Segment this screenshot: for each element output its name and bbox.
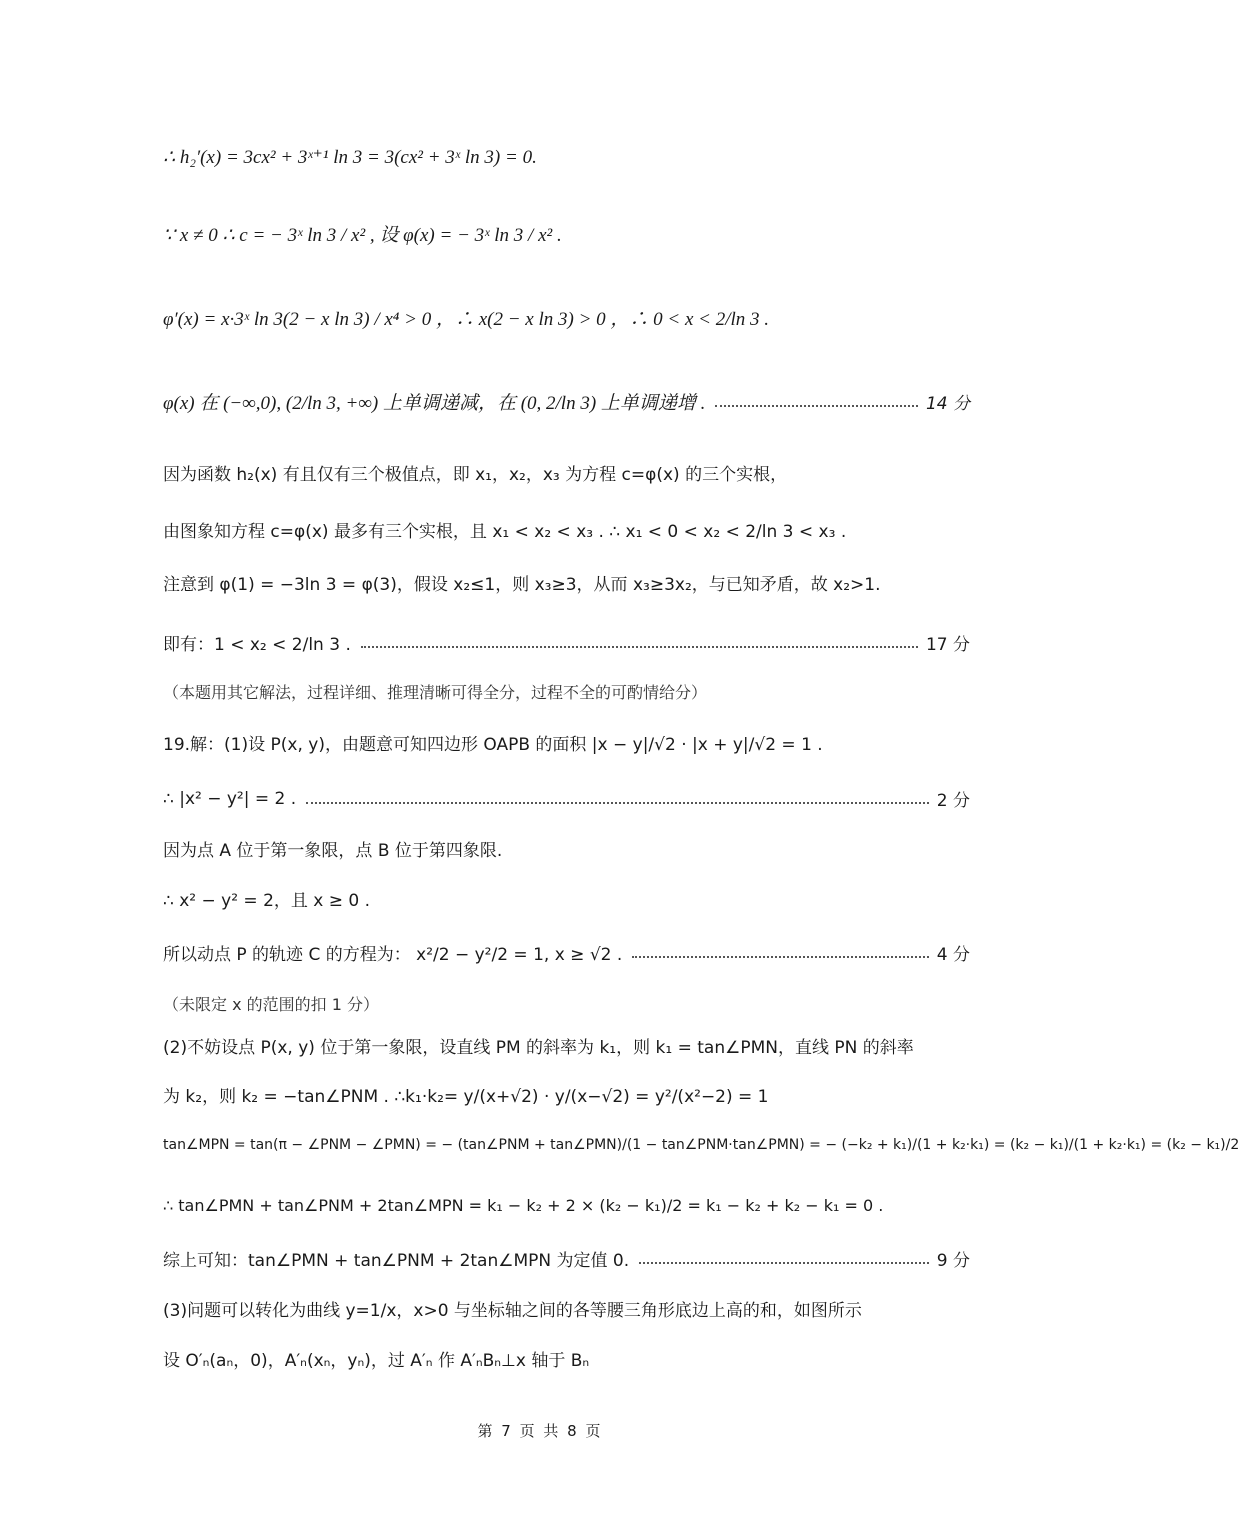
line-14: 所以动点 P 的轨迹 C 的方程为： x²/2 − y²/2 = 1, x ≥ √2 . 4 分	[163, 940, 970, 965]
score-label: 17 分	[925, 635, 970, 655]
line-5: 因为函数 h₂(x) 有且仅有三个极值点，即 x₁，x₂，x₃ 为方程 c=φ(x) 的三个实根，	[163, 465, 788, 485]
line-2: ∵ x ≠ 0 ∴ c = − 3ˣ ln 3 / x² , 设 φ(x) = − 3ˣ ln 3 / x² .	[163, 225, 562, 246]
score-label: 2 分	[936, 791, 970, 811]
line-8: 即有：1 < x₂ < 2/ln 3 . 17 分	[163, 630, 970, 655]
line-11: ∴ |x² − y²| = 2 . 2 分	[163, 786, 970, 811]
line-9: （本题用其它解法，过程详细、推理清晰可得全分，过程不全的可酌情给分）	[163, 683, 708, 702]
page-footer: 第 7 页 共 8 页	[477, 1422, 603, 1440]
line-10: 19.解：(1)设 P(x, y)，由题意可知四边形 OAPB 的面积 |x − y|/√2 · |x + y|/√2 = 1 .	[163, 735, 823, 755]
line-19: ∴ tan∠PMN + tan∠PNM + 2tan∠MPN = k₁ − k₂ + 2 × (k₂ − k₁)/2 = k₁ − k₂ + k₂ − k₁ = 0 .	[163, 1196, 884, 1215]
line-6: 由图象知方程 c=φ(x) 最多有三个实根，且 x₁ < x₂ < x₃ . ∴ x₁ < 0 < x₂ < 2/ln 3 < x₃ .	[163, 522, 847, 542]
line-13: ∴ x² − y² = 2，且 x ≥ 0 .	[163, 891, 371, 911]
leader-dots	[715, 405, 918, 407]
line-17: 为 k₂，则 k₂ = −tan∠PNM . ∴k₁·k₂= y/(x+√2) · y/(x−√2) = y²/(x²−2) = 1	[163, 1087, 769, 1107]
score-label: 4 分	[936, 945, 970, 965]
score-label: 14 分	[925, 394, 970, 414]
line-20: 综上可知：tan∠PMN + tan∠PNM + 2tan∠MPN 为定值 0. 9 分	[163, 1246, 970, 1271]
score-label: 9 分	[936, 1251, 970, 1271]
line-4: φ(x) 在 (−∞,0), (2/ln 3, +∞) 上单调递减，在 (0, 2/ln 3) 上单调递增 . 14 分	[163, 388, 970, 415]
line-12: 因为点 A 位于第一象限，点 B 位于第四象限.	[163, 841, 503, 861]
line-15: （未限定 x 的范围的扣 1 分）	[163, 995, 379, 1014]
line-22: 设 O′ₙ(aₙ，0)，A′ₙ(xₙ，yₙ)，过 A′ₙ 作 A′ₙBₙ⊥x 轴于 Bₙ	[163, 1351, 590, 1371]
line-21: (3)问题可以转化为曲线 y=1/x，x>0 与坐标轴之间的各等腰三角形底边上高的和，如图所示	[163, 1301, 862, 1321]
line-1: ∴ h₂′(x) = 3cx² + 3ˣ⁺¹ ln 3 = 3(cx² + 3ˣ ln 3) = 0.	[163, 147, 537, 168]
line-3: φ′(x) = x·3ˣ ln 3(2 − x ln 3) / x⁴ > 0 ，∴ x(2 − x ln 3) > 0 ，∴ 0 < x < 2/ln 3 .	[163, 309, 770, 330]
leader-dots	[639, 1262, 929, 1264]
leader-dots	[306, 802, 929, 804]
leader-dots	[632, 956, 928, 958]
line-7: 注意到 φ(1) = −3ln 3 = φ(3)，假设 x₂≤1，则 x₃≥3，从而 x₃≥3x₂，与已知矛盾，故 x₂>1.	[163, 575, 881, 595]
line-18: tan∠MPN = tan(π − ∠PNM − ∠PMN) = − (tan∠PNM + tan∠PMN)/(1 − tan∠PNM·tan∠PMN) = − (−k₂ + k₁)/(1 + k₂·k₁) = (k₂ − k₁)/(1 + k₂·k₁) = (k₂ − k₁)/2	[163, 1137, 1239, 1153]
line-16: (2)不妨设点 P(x, y) 位于第一象限，设直线 PM 的斜率为 k₁，则 k₁ = tan∠PMN，直线 PN 的斜率	[163, 1038, 914, 1058]
leader-dots	[361, 646, 918, 648]
